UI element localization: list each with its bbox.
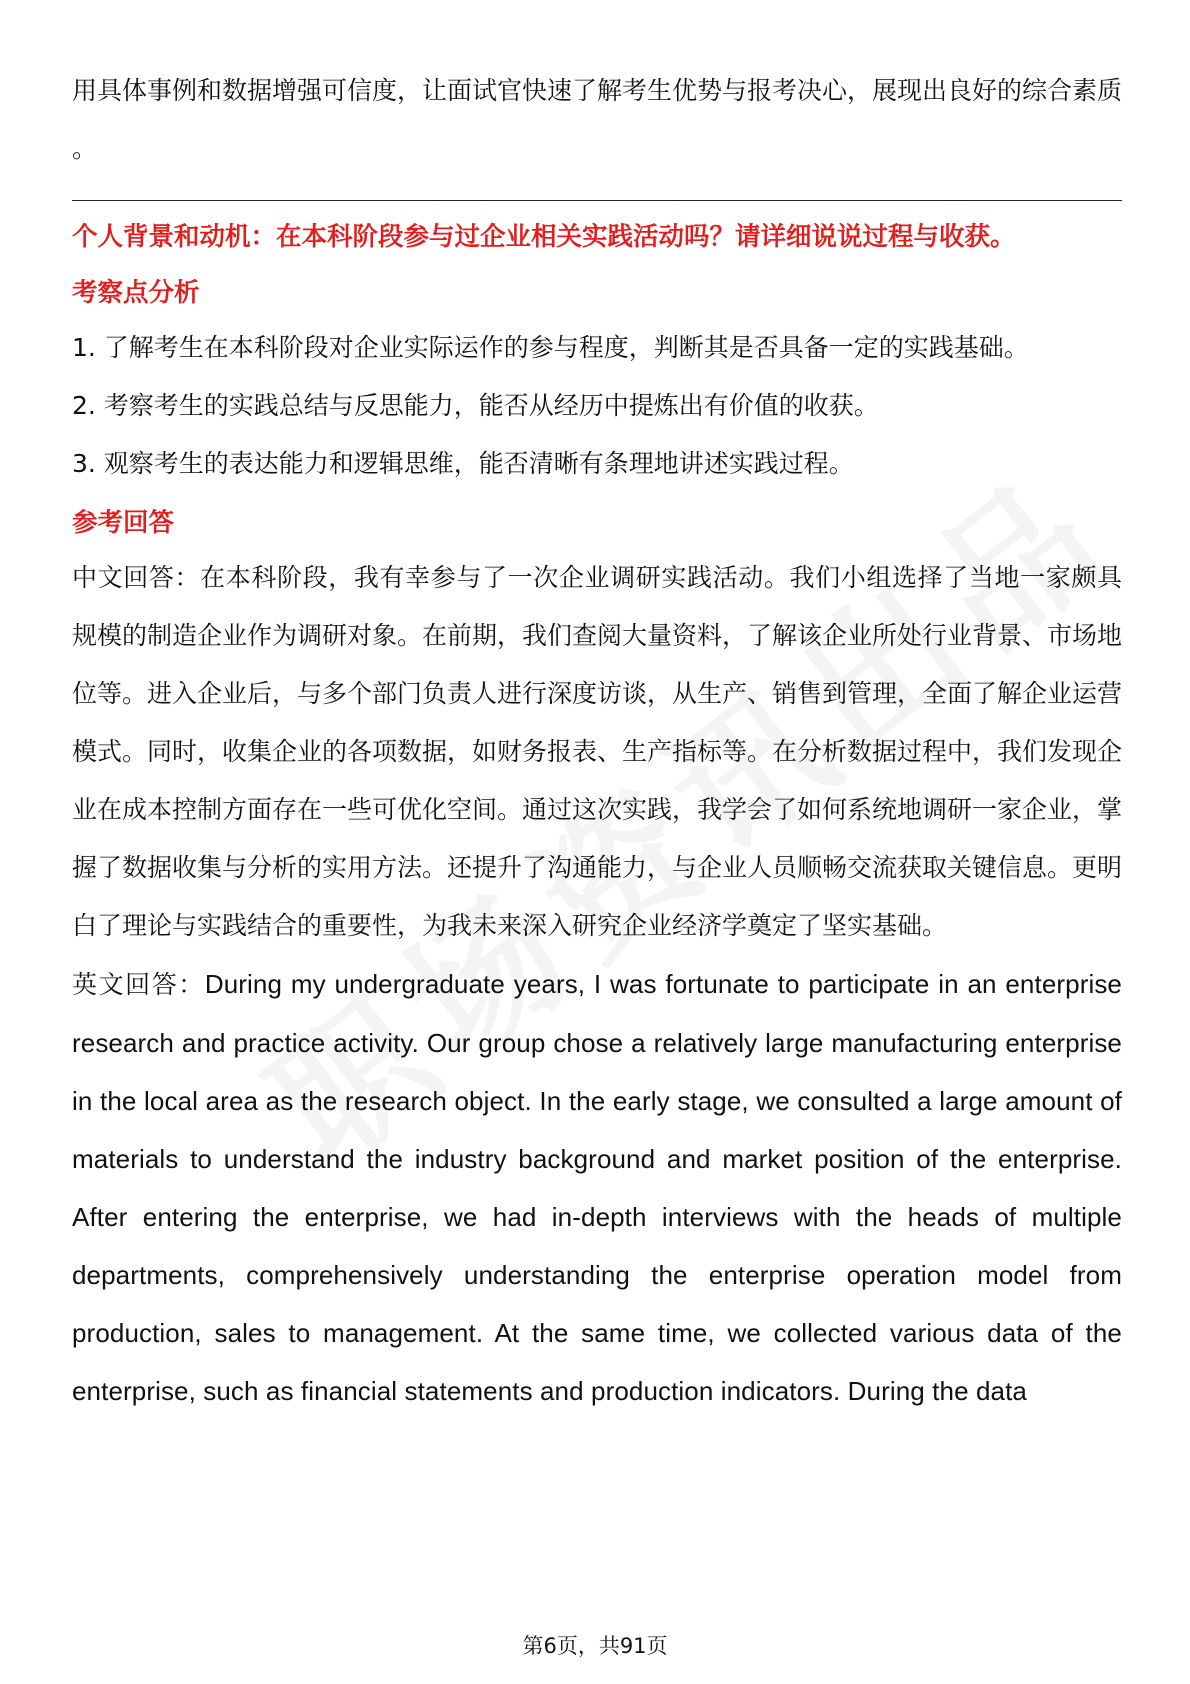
analysis-title: 考察点分析: [72, 278, 200, 308]
intro-tail-paragraph: 用具体事例和数据增强可信度，让面试官快速了解考生优势与报考决心，展现出良好的综合素质 。: [72, 76, 1123, 163]
question-heading: 个人背景和动机：在本科阶段参与过企业相关实践活动吗？请详细说说过程与收获。: [72, 222, 1016, 252]
section-divider: [72, 200, 1122, 201]
english-answer-label: 英文回答：: [72, 970, 205, 999]
chinese-answer-text: 在本科阶段，我有幸参与了一次企业调研实践活动。我们小组选择了当地一家颇具规模的制造企业作为调研对象。在前期，我们查阅大量资料，了解该企业所处行业背景、市场地位等。进入企业后，与多个部门负责人进行深度访谈，从生产、销售到管理，全面了解企业运营模式。同时，收集企业的各项数据，如财务报表、生产指标等。在分析数据过程中，我们发现企业在成本控制方面存在一些可优化空间。通过这次实践，我学会了如何系统地调研一家企业，掌握了数据收集与分析的实用方法。还提升了沟通能力，与企业人员顺畅交流获取关键信息。更明白了理论与实践结合的重要性，为我未来深入研究企业经济学奠定了坚实基础。: [72, 563, 1123, 940]
reference-title: 参考回答: [72, 508, 175, 538]
analysis-item-3: 3. 观察考生的表达能力和逻辑思维，能否清晰有条理地讲述实践过程。: [72, 449, 854, 478]
english-answer: [72, 955, 1122, 1420]
analysis-item-2: 2. 考察考生的实践总结与反思能力，能否从经历中提炼出有价值的收获。: [72, 391, 879, 420]
english-answer-text: During my undergraduate years, I was fortunate to participate in an enterprise research and practice activity. Our group chose a relatively large manufacturing enterprise in the local area as the research object. In the early stage, we consulted a large amount of materials to understand the industry background and market position of the enterprise. After entering the enterprise, we had in-depth interviews with the heads of multiple departments, comprehensively understanding the enterprise operation model from production, sales to management. At the same time, we collected various data of the enterprise, such as financial statements and production indicators. During the data: [72, 969, 1122, 1406]
chinese-answer-label: 中文回答：: [72, 563, 201, 592]
analysis-item-1: 1. 了解考生在本科阶段对企业实际运作的参与程度，判断其是否具备一定的实践基础。: [72, 333, 1029, 362]
page-footer: 第6页，共91页: [522, 1634, 668, 1658]
document-page: [72, 62, 1122, 1420]
chinese-answer: [72, 549, 1122, 955]
